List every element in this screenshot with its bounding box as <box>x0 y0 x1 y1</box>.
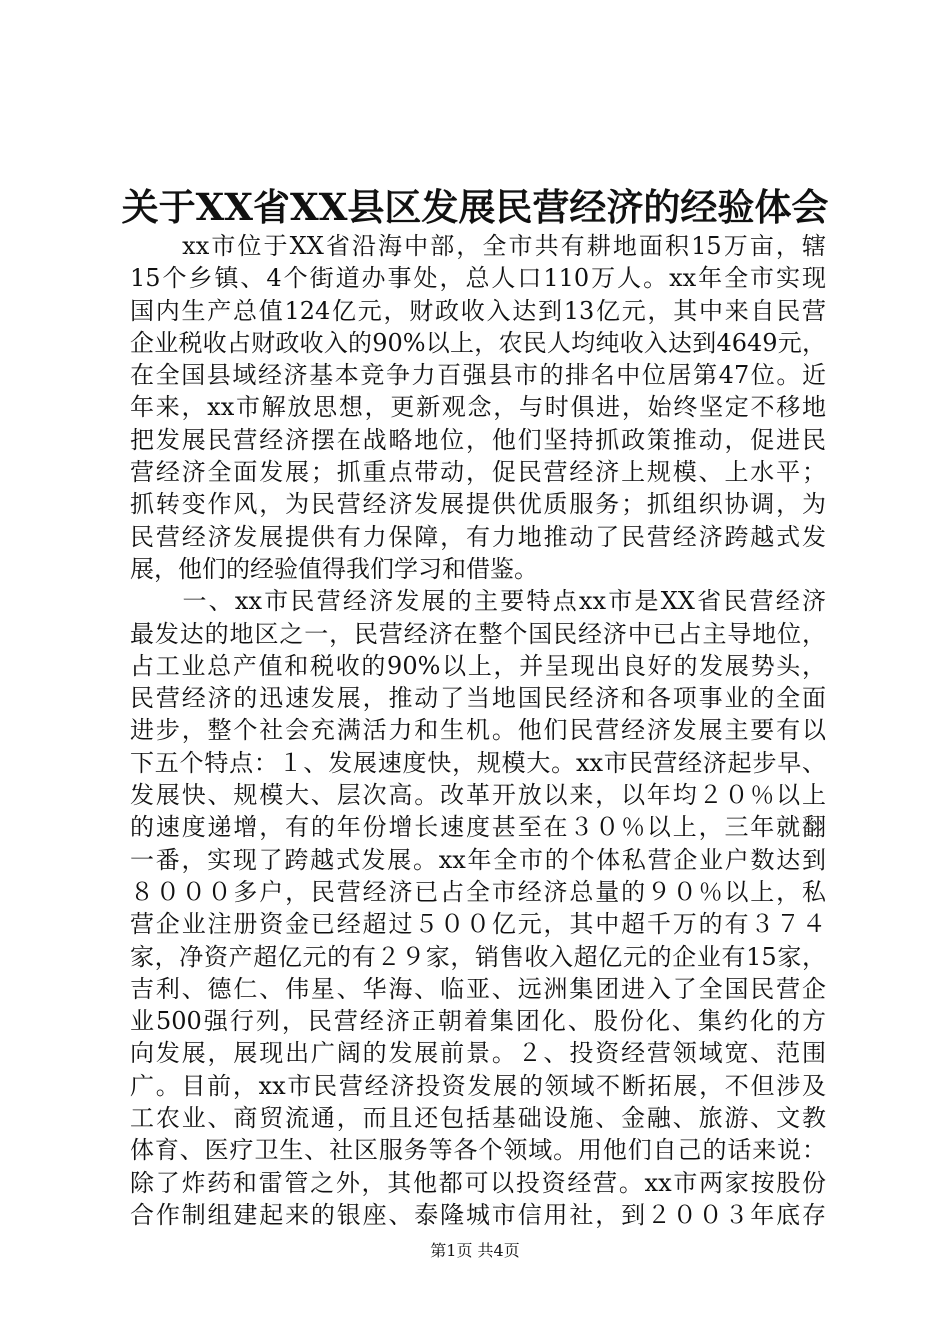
body-line: 一、xx市民营经济发展的主要特点xx市是XX省民营经济 <box>130 587 826 616</box>
body-line: 体育、医疗卫生、社区服务等各个领域。用他们自己的话来说： <box>130 1136 826 1165</box>
body-line: 发展快、规模大、层次高。改革开放以来，以年均２０％以上 <box>130 781 826 810</box>
body-line: 营企业注册资金已经超过５００亿元，其中超千万的有３７４ <box>130 910 826 939</box>
body-line: 进步，整个社会充满活力和生机。他们民营经济发展主要有以 <box>130 716 826 745</box>
body-line: 合作制组建起来的银座、泰隆城市信用社，到２００３年底存 <box>130 1200 826 1229</box>
body-line: 占工业总产值和税收的90%以上，并呈现出良好的发展势头， <box>130 651 826 680</box>
body-line: 在全国县域经济基本竞争力百强县市的排名中位居第47位。近 <box>130 361 826 390</box>
body-line: 抓转变作风，为民营经济发展提供优质服务；抓组织协调，为 <box>130 490 826 519</box>
body-line: 一番，实现了跨越式发展。xx年全市的个体私营企业户数达到 <box>130 845 826 874</box>
body-line: 业500强行列，民营经济正朝着集团化、股份化、集约化的方 <box>130 1007 826 1036</box>
body-line: 企业税收占财政收入的90%以上，农民人均纯收入达到4649元， <box>130 328 826 357</box>
body-line: 最发达的地区之一，民营经济在整个国民经济中已占主导地位， <box>130 619 826 648</box>
body-line: xx市位于XX省沿海中部，全市共有耕地面积15万亩，辖 <box>130 232 826 260</box>
body-line: 工农业、商贸流通，而且还包括基础设施、金融、旅游、文教 <box>130 1104 826 1133</box>
body-line: 把发展民营经济摆在战略地位，他们坚持抓政策推动，促进民 <box>130 425 826 454</box>
body-line: 国内生产总值124亿元，财政收入达到13亿元，其中来自民营 <box>130 296 826 325</box>
body-line: 广。目前，xx市民营经济投资发展的领域不断拓展，不但涉及 <box>130 1071 826 1100</box>
body-line: 的速度递增，有的年份增长速度甚至在３０％以上，三年就翻 <box>130 813 826 842</box>
body-line: 家，净资产超亿元的有２９家，销售收入超亿元的企业有15家， <box>130 942 826 971</box>
body-line: 年来，xx市解放思想，更新观念，与时俱进，始终坚定不移地 <box>130 393 826 422</box>
body-line: 吉利、德仁、伟星、华海、临亚、远洲集团进入了全国民营企 <box>130 974 826 1003</box>
body-line: 民营经济发展提供有力保障，有力地推动了民营经济跨越式发 <box>130 522 826 551</box>
body-line: ８０００多户，民营经济已占全市经济总量的９０％以上，私 <box>130 877 826 906</box>
document-body <box>130 230 826 1231</box>
page-footer: 第1页 共4页 <box>430 1241 520 1260</box>
body-line: 15个乡镇、4个街道办事处，总人口110万人。xx年全市实现 <box>130 264 826 293</box>
document-title: 关于XX省XX县区发展民营经济的经验体会 <box>121 185 829 229</box>
body-line: 民营经济的迅速发展，推动了当地国民经济和各项事业的全面 <box>130 684 826 713</box>
body-line: 营经济全面发展；抓重点带动，促民营经济上规模、上水平； <box>130 458 826 487</box>
body-line: 下五个特点：１、发展速度快，规模大。xx市民营经济起步早、 <box>130 748 826 777</box>
body-line: 除了炸药和雷管之外，其他都可以投资经营。xx市两家按股份 <box>130 1168 826 1197</box>
body-line: 展，他们的经验值得我们学习和借鉴。 <box>130 554 538 583</box>
body-line: 向发展，展现出广阔的发展前景。２、投资经营领域宽、范围 <box>130 1039 826 1068</box>
